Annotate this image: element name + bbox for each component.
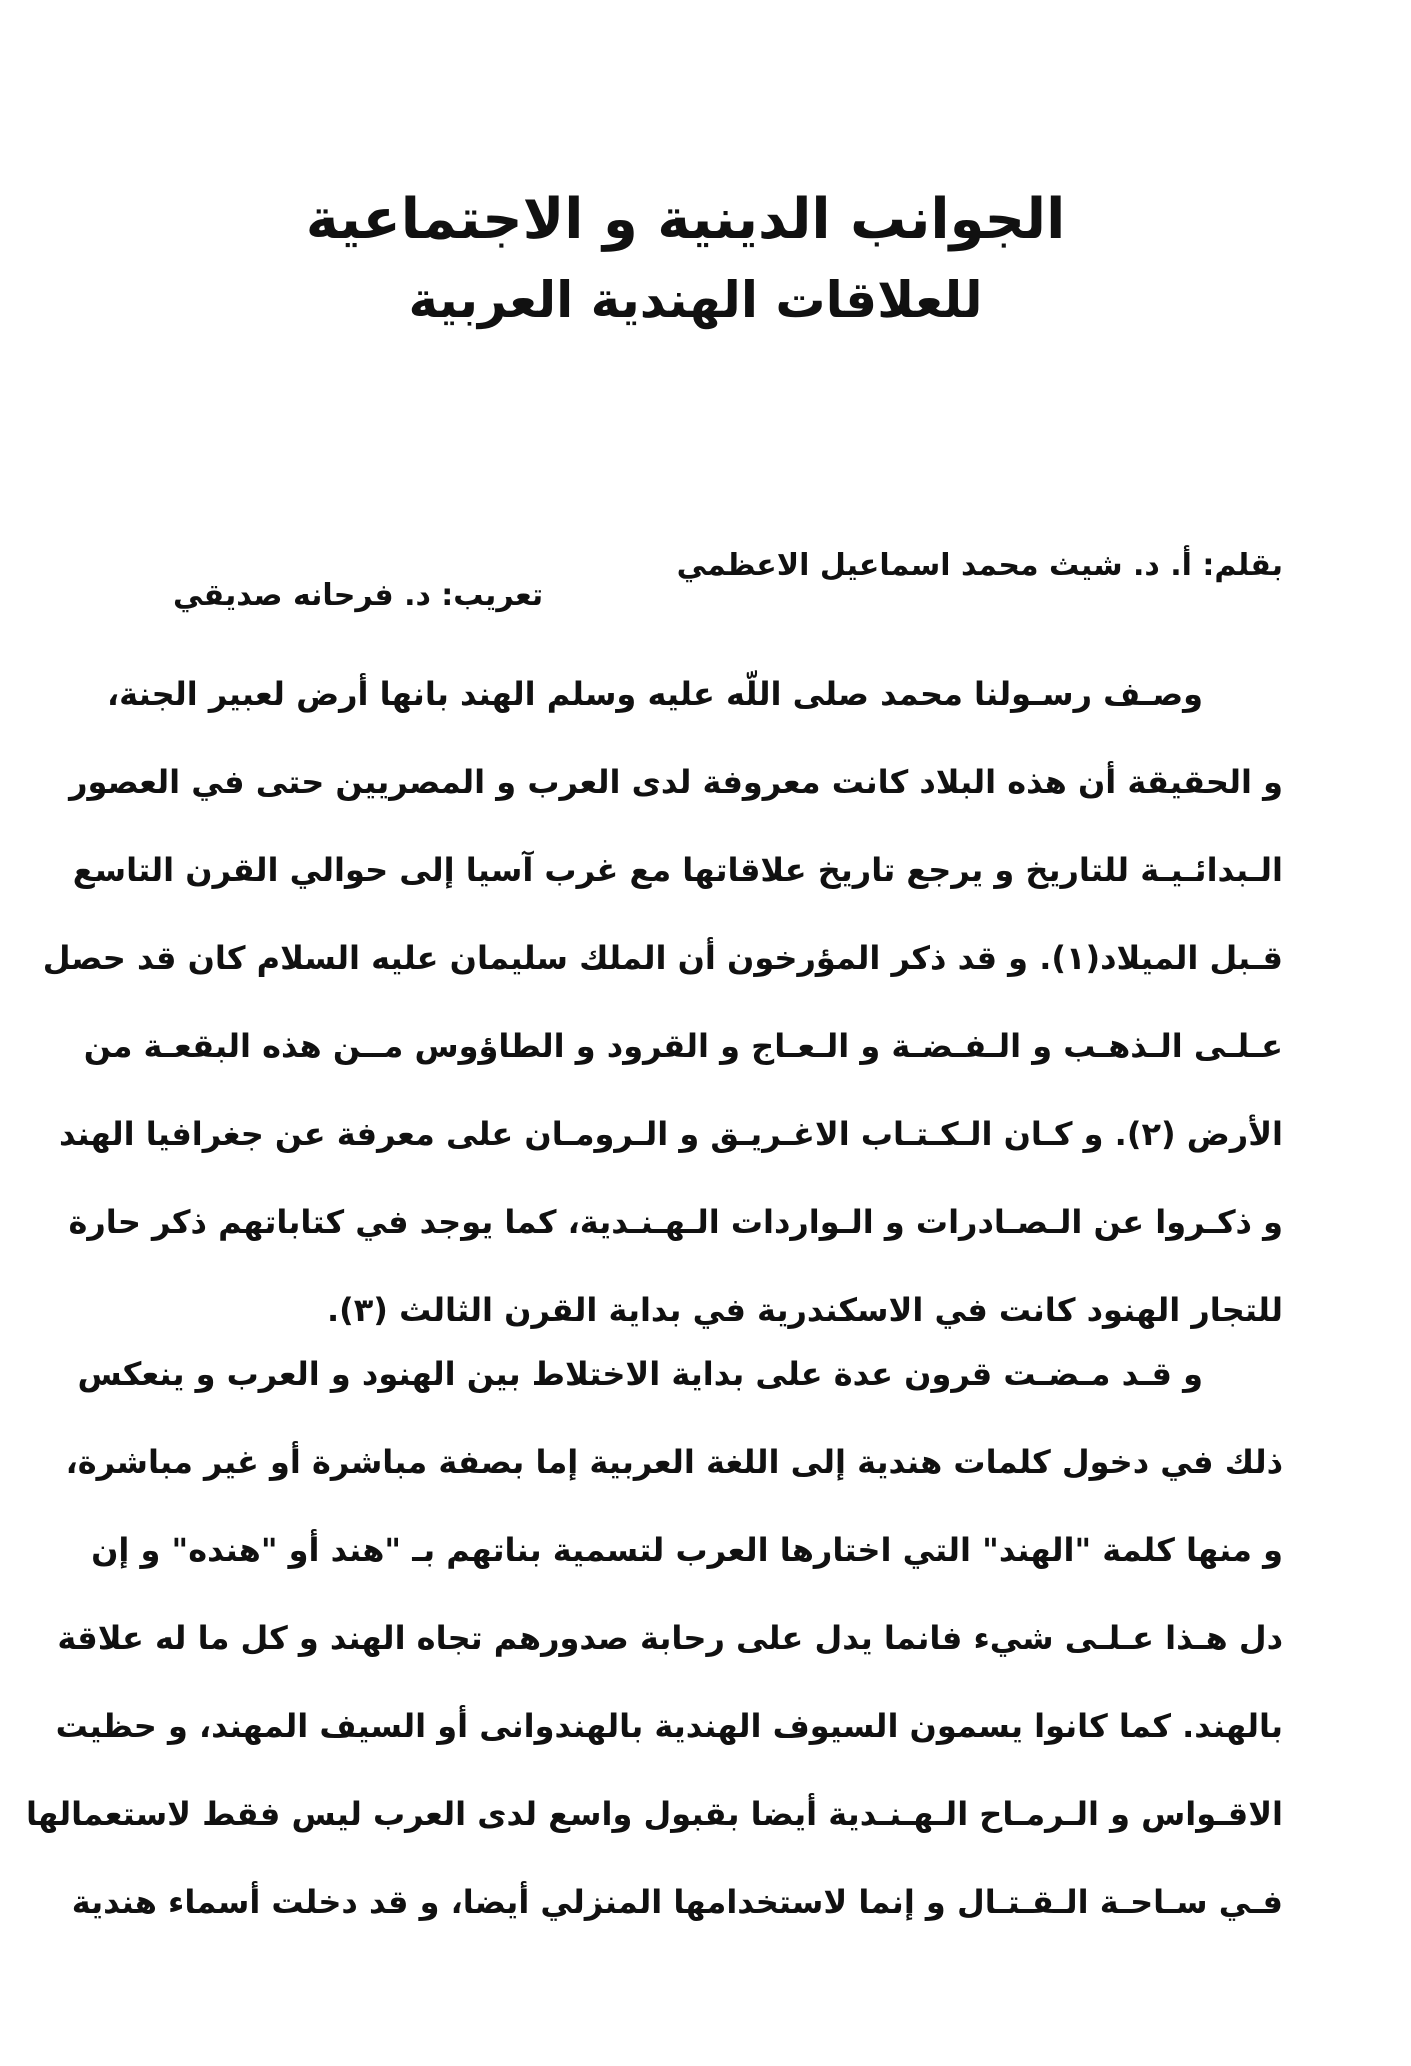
text-line: للتجار الهنود كانت في الاسكندرية في بداية القرن الثالث (٣). [326,1291,1283,1329]
paragraph-1 [42,650,1283,1354]
text-line: عـلـى الـذهـب و الـفـضـة و الـعـاج و القرود و الطاؤوس مــن هذه البقعـة من [83,1027,1283,1065]
text-line: ذلك في دخول كلمات هندية إلى اللغة العربية إما بصفة مباشرة أو غير مباشرة، [65,1443,1283,1481]
text-line: و قـد مـضـت قرون عدة على بداية الاختلاط بين الهنود و العرب و ينعكس [77,1355,1203,1393]
byline [173,548,1283,638]
text-line: و الحقيقة أن هذه البلاد كانت معروفة لدى العرب و المصريين حتى في العصور [69,763,1283,801]
text-line: دل هـذا عـلـى شيء فانما يدل على رحابة صدورهم تجاه الهند و كل ما له علاقة [57,1619,1283,1657]
text-line: قـبل الميلاد(١). و قد ذكر المؤرخون أن الملك سليمان عليه السلام كان قد حصل [42,939,1283,977]
text-line: فـي سـاحـة الـقـتـال و إنما لاستخدامها المنزلي أيضا، و قد دخلت أسماء هندية [71,1883,1283,1921]
page-subtitle: للعلاقات الهندية العربية [408,271,983,329]
text-line: و منها كلمة "الهند" التي اختارها العرب لتسمية بناتهم بـ "هند أو "هنده" و إن [91,1531,1283,1569]
text-line: و ذكـروا عن الـصـادرات و الـواردات الـهـنـدية، كما يوجد في كتاباتهم ذكر حارة [68,1203,1283,1241]
text-line: وصـف رسـولنا محمد صلى اللّه عليه وسلم الهند بانها أرض لعبير الجنة، [107,675,1203,713]
text-line: الاقـواس و الـرمـاح الـهـنـدية أيضا بقبول واسع لدى العرب ليس فقط لاستعمالها [25,1795,1283,1833]
text-line: الأرض (٢). و كـان الـكـتـاب الاغـريـق و الـرومـان على معرفة عن جغرافيا الهند [58,1115,1283,1153]
document-page [25,0,1411,2066]
title-block [40,180,1411,340]
text-line: بالهند. كما كانوا يسمون السيوف الهندية بالهندوانى أو السيف المهند، و حظيت [55,1707,1283,1745]
page-title: الجوانب الدينية و الاجتماعية [305,187,1066,252]
translator-credit: تعريب: د. فرحانه صديقي [173,578,544,613]
author-credit: بقلم: أ. د. شيث محمد اسماعيل الاعظمي [676,548,1283,583]
text-line: الـبدائـيـة للتاريخ و يرجع تاريخ علاقاتها مع غرب آسيا إلى حوالي القرن التاسع [72,851,1283,889]
paragraph-2 [25,1330,1283,1946]
